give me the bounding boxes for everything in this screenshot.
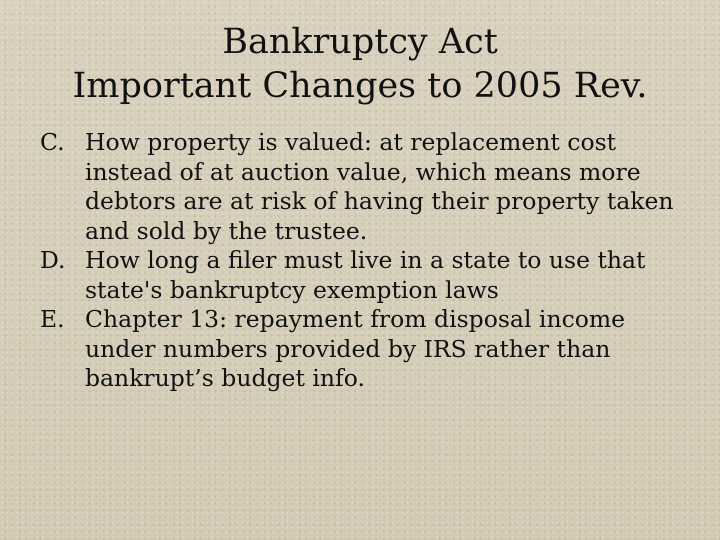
slide-title-line-2: Important Changes to 2005 Rev. <box>72 66 648 106</box>
list-item-c <box>40 128 700 246</box>
bullet-list <box>40 128 700 394</box>
list-item-e <box>40 305 700 394</box>
list-marker-c: C. <box>40 128 65 156</box>
list-item-d <box>40 246 700 305</box>
slide-title <box>0 20 720 108</box>
list-marker-d: D. <box>40 246 66 274</box>
list-item-text-e: Chapter 13: repayment from disposal income under numbers provided by IRS rather than bankrupt’s budget info. <box>85 305 626 392</box>
list-item-text-d: How long a filer must live in a state to use that state's bankruptcy exemption laws <box>85 246 646 304</box>
list-item-text-c: How property is valued: at replacement cost instead of at auction value, which means more debtors are at risk of having their property taken and sold by the trustee. <box>85 128 674 245</box>
slide-title-line-1: Bankruptcy Act <box>222 22 498 62</box>
list-marker-e: E. <box>40 305 65 333</box>
